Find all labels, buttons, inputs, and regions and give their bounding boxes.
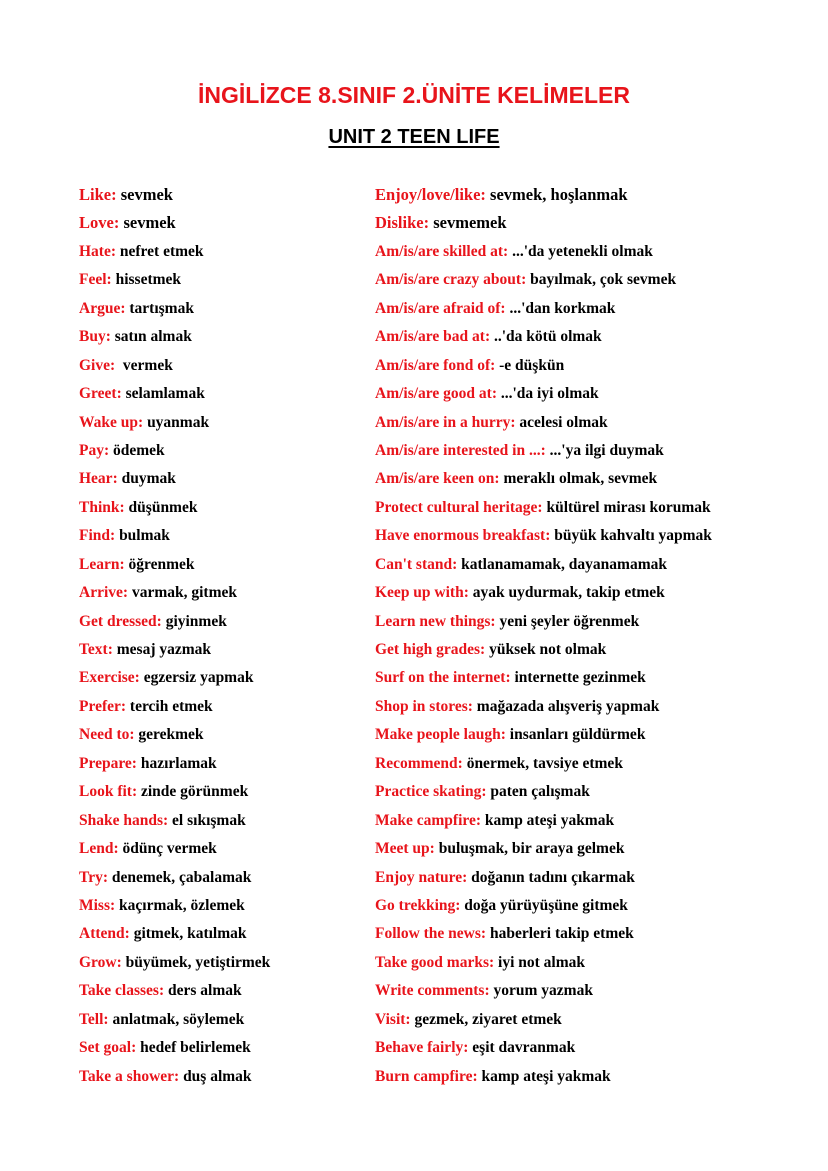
vocabulary-meaning: yorum yazmak bbox=[489, 982, 593, 1000]
vocabulary-row bbox=[79, 209, 364, 237]
vocabulary-meaning: vermek bbox=[115, 356, 173, 374]
vocabulary-term: Find: bbox=[79, 527, 116, 545]
vocabulary-term: Tell: bbox=[79, 1010, 109, 1028]
vocabulary-row bbox=[375, 522, 815, 550]
vocabulary-row bbox=[79, 494, 364, 522]
vocabulary-meaning: ders almak bbox=[164, 982, 242, 1000]
vocabulary-row bbox=[375, 864, 815, 892]
vocabulary-term: Take a shower: bbox=[79, 1067, 180, 1085]
vocabulary-row bbox=[375, 209, 815, 237]
vocabulary-meaning: zinde görünmek bbox=[137, 783, 249, 801]
vocabulary-meaning: duymak bbox=[117, 470, 176, 488]
vocabulary-meaning: büyümek, yetiştirmek bbox=[121, 953, 271, 971]
vocabulary-row bbox=[79, 1006, 364, 1034]
vocabulary-row bbox=[79, 807, 364, 835]
vocabulary-row bbox=[375, 437, 815, 465]
vocabulary-meaning: gitmek, katılmak bbox=[129, 925, 247, 943]
vocabulary-meaning: haberleri takip etmek bbox=[486, 925, 634, 943]
vocabulary-meaning: nefret etmek bbox=[116, 242, 204, 260]
vocabulary-meaning: doğa yürüyüşüne gitmek bbox=[460, 896, 628, 914]
vocabulary-meaning: ...'ya ilgi duymak bbox=[545, 441, 664, 459]
vocabulary-term: Give: bbox=[79, 356, 116, 374]
vocabulary-term: Take classes: bbox=[79, 982, 165, 1000]
vocabulary-term: Am/is/are fond of: bbox=[375, 356, 496, 374]
vocabulary-row bbox=[375, 181, 815, 209]
vocabulary-row bbox=[79, 721, 364, 749]
vocabulary-term: Learn new things: bbox=[375, 612, 496, 630]
vocabulary-term: Have enormous breakfast: bbox=[375, 527, 551, 545]
vocabulary-meaning: sevmek bbox=[116, 185, 173, 204]
vocabulary-meaning: düşünmek bbox=[124, 498, 198, 516]
vocabulary-term: Lend: bbox=[79, 840, 119, 858]
vocabulary-term: Am/is/are afraid of: bbox=[375, 299, 506, 317]
vocabulary-meaning: öğrenmek bbox=[124, 555, 195, 573]
vocabulary-row bbox=[375, 579, 815, 607]
vocabulary-meaning: iyi not almak bbox=[494, 953, 586, 971]
vocabulary-row bbox=[79, 949, 364, 977]
vocabulary-meaning: giyinmek bbox=[161, 612, 227, 630]
vocabulary-meaning: mesaj yazmak bbox=[112, 641, 212, 658]
vocabulary-meaning: bayılmak, çok sevmek bbox=[526, 271, 677, 289]
vocabulary-row bbox=[375, 352, 815, 380]
vocabulary-meaning: sevmek bbox=[119, 213, 176, 233]
vocabulary-meaning: uyanmak bbox=[143, 413, 210, 431]
vocabulary-row bbox=[79, 778, 364, 806]
vocabulary-row bbox=[79, 380, 364, 408]
vocabulary-term: Practice skating: bbox=[375, 783, 487, 801]
vocabulary-row bbox=[79, 750, 364, 778]
vocabulary-term: Like: bbox=[79, 185, 117, 204]
vocabulary-meaning: -e düşkün bbox=[495, 356, 565, 374]
vocabulary-meaning: doğanın tadını çıkarmak bbox=[467, 868, 635, 886]
vocabulary-row bbox=[375, 778, 815, 806]
vocabulary-term: Behave fairly: bbox=[375, 1039, 469, 1057]
vocabulary-term: Love: bbox=[79, 213, 120, 233]
vocabulary-row bbox=[79, 608, 364, 636]
vocabulary-row bbox=[375, 693, 815, 721]
vocabulary-term: Protect cultural heritage: bbox=[375, 498, 543, 516]
vocabulary-row bbox=[375, 977, 815, 1005]
vocabulary-meaning: varmak, gitmek bbox=[128, 584, 237, 602]
vocabulary-term: Get high grades: bbox=[375, 641, 486, 658]
vocabulary-meaning: sevmemek bbox=[429, 213, 507, 233]
vocabulary-term: Exercise: bbox=[79, 669, 140, 687]
vocabulary-meaning: meraklı olmak, sevmek bbox=[499, 470, 658, 488]
vocabulary-meaning: buluşmak, bir araya gelmek bbox=[434, 840, 625, 858]
vocabulary-meaning: ödünç vermek bbox=[118, 840, 217, 858]
vocabulary-row bbox=[375, 608, 815, 636]
vocabulary-meaning: ayak uydurmak, takip etmek bbox=[468, 584, 665, 602]
vocabulary-meaning: ...'da yetenekli olmak bbox=[508, 242, 653, 260]
vocabulary-row bbox=[79, 579, 364, 607]
vocabulary-meaning: ...'da iyi olmak bbox=[496, 385, 599, 403]
vocabulary-row bbox=[79, 181, 364, 209]
vocabulary-meaning: el sıkışmak bbox=[168, 811, 246, 829]
vocabulary-meaning: paten çalışmak bbox=[486, 783, 590, 801]
vocabulary-row bbox=[375, 750, 815, 778]
vocabulary-term: Make campfire: bbox=[375, 811, 482, 829]
vocabulary-row bbox=[375, 835, 815, 863]
vocabulary-row bbox=[375, 551, 815, 579]
vocabulary-term: Am/is/are bad at: bbox=[375, 328, 491, 346]
vocabulary-row bbox=[375, 636, 815, 664]
vocabulary-term: Am/is/are interested in ...: bbox=[375, 441, 546, 459]
vocabulary-row bbox=[79, 465, 364, 493]
vocabulary-term: Argue: bbox=[79, 299, 126, 317]
vocabulary-term: Text: bbox=[79, 641, 113, 658]
vocabulary-row bbox=[375, 238, 815, 266]
vocabulary-term: Am/is/are in a hurry: bbox=[375, 413, 516, 431]
vocabulary-term: Am/is/are crazy about: bbox=[375, 271, 527, 289]
vocabulary-meaning: mağazada alışveriş yapmak bbox=[472, 697, 660, 715]
vocabulary-meaning: büyük kahvaltı yapmak bbox=[550, 527, 712, 545]
vocabulary-term: Prefer: bbox=[79, 697, 127, 715]
vocabulary-meaning: hissetmek bbox=[111, 271, 182, 289]
vocabulary-term: Take good marks: bbox=[375, 953, 495, 971]
vocabulary-row bbox=[375, 266, 815, 294]
vocabulary-meaning: anlatmak, söylemek bbox=[108, 1010, 245, 1028]
vocabulary-term: Keep up with: bbox=[375, 584, 469, 602]
vocabulary-meaning: gezmek, ziyaret etmek bbox=[410, 1010, 562, 1028]
vocabulary-row bbox=[79, 323, 364, 351]
vocabulary-row bbox=[375, 323, 815, 351]
vocabulary-term: Shop in stores: bbox=[375, 697, 473, 715]
vocabulary-row bbox=[375, 1063, 815, 1091]
vocabulary-term: Meet up: bbox=[375, 840, 435, 858]
vocabulary-term: Dislike: bbox=[375, 213, 430, 233]
vocabulary-term: Learn: bbox=[79, 555, 125, 573]
vocabulary-meaning: duş almak bbox=[179, 1067, 252, 1085]
vocabulary-term: Burn campfire: bbox=[375, 1067, 478, 1085]
vocabulary-meaning: yüksek not olmak bbox=[485, 641, 607, 658]
vocabulary-row bbox=[375, 1034, 815, 1062]
vocabulary-term: Grow: bbox=[79, 953, 122, 971]
vocabulary-term: Enjoy/love/like: bbox=[375, 185, 486, 204]
vocabulary-term: Wake up: bbox=[79, 413, 144, 431]
vocabulary-row bbox=[79, 238, 364, 266]
vocabulary-term: Hear: bbox=[79, 470, 118, 488]
vocabulary-row bbox=[375, 892, 815, 920]
vocabulary-term: Arrive: bbox=[79, 584, 129, 602]
vocabulary-term: Shake hands: bbox=[79, 811, 169, 829]
vocabulary-row bbox=[79, 266, 364, 294]
vocabulary-row bbox=[79, 920, 364, 948]
vocabulary-meaning: önermek, tavsiye etmek bbox=[462, 754, 623, 772]
vocabulary-term: Get dressed: bbox=[79, 612, 162, 630]
vocabulary-meaning: tercih etmek bbox=[126, 697, 213, 715]
vocabulary-meaning: kamp ateşi yakmak bbox=[477, 1067, 611, 1085]
vocabulary-term: Make people laugh: bbox=[375, 726, 506, 744]
vocabulary-meaning: selamlamak bbox=[121, 385, 205, 403]
vocabulary-row bbox=[79, 835, 364, 863]
vocabulary-row bbox=[79, 437, 364, 465]
vocabulary-meaning: tartışmak bbox=[125, 299, 194, 317]
vocabulary-term: Greet: bbox=[79, 385, 122, 403]
vocabulary-row bbox=[375, 920, 815, 948]
vocabulary-meaning: gerekmek bbox=[134, 726, 204, 744]
vocabulary-row bbox=[375, 1006, 815, 1034]
vocabulary-list-left bbox=[79, 181, 364, 1091]
vocabulary-term: Look fit: bbox=[79, 783, 138, 801]
vocabulary-term: Miss: bbox=[79, 896, 116, 914]
vocabulary-meaning: satın almak bbox=[110, 328, 192, 346]
vocabulary-meaning: kamp ateşi yakmak bbox=[481, 811, 615, 829]
vocabulary-row bbox=[79, 693, 364, 721]
vocabulary-term: Am/is/are keen on: bbox=[375, 470, 500, 488]
vocabulary-term: Visit: bbox=[375, 1010, 411, 1028]
vocabulary-term: Write comments: bbox=[375, 982, 490, 1000]
vocabulary-row bbox=[375, 807, 815, 835]
vocabulary-row bbox=[79, 864, 364, 892]
vocabulary-row bbox=[375, 494, 815, 522]
vocabulary-row bbox=[375, 409, 815, 437]
vocabulary-row bbox=[375, 721, 815, 749]
vocabulary-meaning: kültürel mirası korumak bbox=[542, 498, 711, 516]
vocabulary-row bbox=[79, 636, 364, 664]
vocabulary-row bbox=[375, 949, 815, 977]
vocabulary-meaning: egzersiz yapmak bbox=[139, 669, 254, 687]
vocabulary-row bbox=[79, 295, 364, 323]
vocabulary-term: Surf on the internet: bbox=[375, 669, 511, 687]
vocabulary-row bbox=[79, 409, 364, 437]
vocabulary-meaning: insanları güldürmek bbox=[505, 726, 646, 744]
vocabulary-row bbox=[375, 664, 815, 692]
vocabulary-term: Try: bbox=[79, 868, 108, 886]
vocabulary-meaning: hazırlamak bbox=[136, 754, 217, 772]
vocabulary-term: Pay: bbox=[79, 441, 110, 459]
vocabulary-row bbox=[79, 977, 364, 1005]
vocabulary-term: Think: bbox=[79, 498, 125, 516]
vocabulary-row bbox=[375, 295, 815, 323]
vocabulary-row bbox=[79, 551, 364, 579]
vocabulary-row bbox=[79, 1063, 364, 1091]
vocabulary-meaning: ..'da kötü olmak bbox=[490, 328, 602, 346]
vocabulary-term: Hate: bbox=[79, 242, 117, 260]
vocabulary-term: Can't stand: bbox=[375, 555, 458, 573]
vocabulary-meaning: eşit davranmak bbox=[468, 1039, 576, 1057]
vocabulary-term: Recommend: bbox=[375, 754, 463, 772]
vocabulary-term: Prepare: bbox=[79, 754, 137, 772]
page-title: İNGİLİZCE 8.SINIF 2.ÜNİTE KELİMELER bbox=[198, 82, 630, 108]
vocabulary-meaning: katlanamamak, dayanamamak bbox=[457, 555, 667, 573]
vocabulary-term: Am/is/are skilled at: bbox=[375, 242, 509, 260]
vocabulary-meaning: internette gezinmek bbox=[510, 669, 646, 687]
vocabulary-term: Am/is/are good at: bbox=[375, 385, 497, 403]
vocabulary-row bbox=[375, 465, 815, 493]
vocabulary-term: Enjoy nature: bbox=[375, 868, 468, 886]
unit-subtitle: UNIT 2 TEEN LIFE bbox=[328, 126, 500, 148]
vocabulary-term: Set goal: bbox=[79, 1039, 137, 1057]
vocabulary-row bbox=[79, 522, 364, 550]
vocabulary-meaning: denemek, çabalamak bbox=[107, 868, 252, 886]
vocabulary-term: Follow the news: bbox=[375, 925, 487, 943]
vocabulary-meaning: acelesi olmak bbox=[515, 413, 608, 431]
vocabulary-row bbox=[79, 664, 364, 692]
vocabulary-meaning: yeni şeyler öğrenmek bbox=[495, 612, 640, 630]
vocabulary-meaning: sevmek, hoşlanmak bbox=[485, 185, 628, 204]
vocabulary-meaning: hedef belirlemek bbox=[136, 1039, 251, 1057]
vocabulary-row bbox=[79, 1034, 364, 1062]
vocabulary-meaning: kaçırmak, özlemek bbox=[115, 896, 245, 914]
vocabulary-term: Feel: bbox=[79, 271, 112, 289]
vocabulary-term: Need to: bbox=[79, 726, 135, 744]
vocabulary-term: Go trekking: bbox=[375, 896, 461, 914]
vocabulary-meaning: bulmak bbox=[115, 527, 170, 545]
vocabulary-meaning: ...'dan korkmak bbox=[505, 299, 616, 317]
vocabulary-row bbox=[375, 380, 815, 408]
vocabulary-term: Buy: bbox=[79, 328, 111, 346]
vocabulary-row bbox=[79, 892, 364, 920]
vocabulary-meaning: ödemek bbox=[109, 441, 165, 459]
vocabulary-row bbox=[79, 352, 364, 380]
vocabulary-term: Attend: bbox=[79, 925, 130, 943]
vocabulary-list-right bbox=[375, 181, 815, 1091]
